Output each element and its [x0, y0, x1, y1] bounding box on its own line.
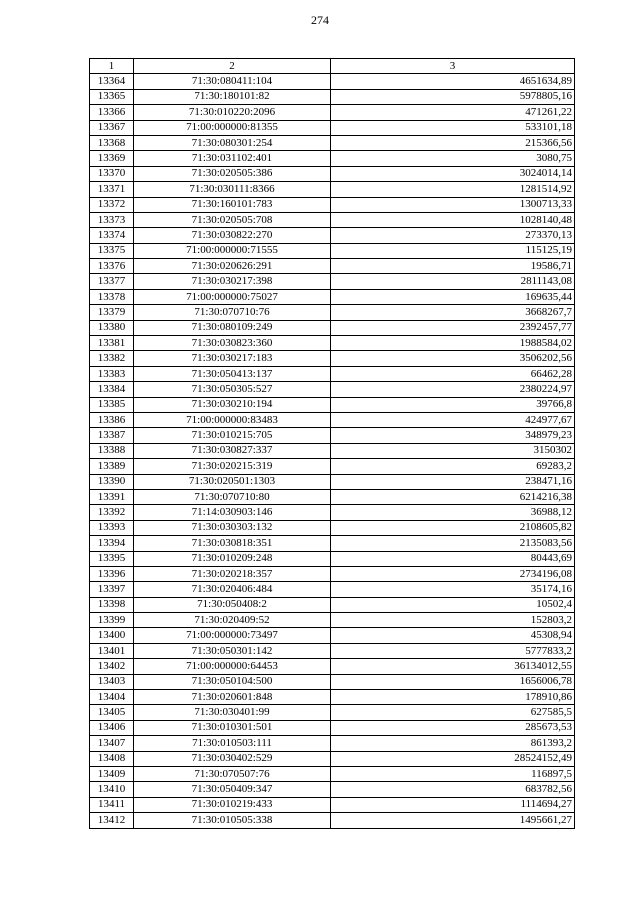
table-row [90, 690, 575, 705]
value-cell: 1300713,33 [331, 197, 575, 212]
table-row [90, 135, 575, 150]
table-row [90, 74, 575, 89]
table-row [90, 674, 575, 689]
value-cell: 178910,86 [331, 690, 575, 705]
value-cell: 2108605,82 [331, 520, 575, 535]
value-cell: 1028140,48 [331, 212, 575, 227]
cadastral-number-cell: 71:30:180101:82 [134, 89, 331, 104]
value-cell: 3150302 [331, 443, 575, 458]
value-cell: 1495661,27 [331, 813, 575, 828]
row-number-cell: 13400 [90, 628, 134, 643]
cadastral-number-cell: 71:30:020218:357 [134, 566, 331, 581]
row-number-cell: 13411 [90, 797, 134, 812]
cadastral-number-cell: 71:30:070507:76 [134, 766, 331, 781]
table-row [90, 336, 575, 351]
value-cell: 2811143,08 [331, 274, 575, 289]
value-cell: 533101,18 [331, 120, 575, 135]
cadastral-number-cell: 71:00:000000:64453 [134, 659, 331, 674]
cadastral-number-cell: 71:30:080301:254 [134, 135, 331, 150]
value-cell: 39766,8 [331, 397, 575, 412]
table-row [90, 105, 575, 120]
row-number-cell: 13397 [90, 582, 134, 597]
table-row [90, 151, 575, 166]
table-row [90, 736, 575, 751]
value-cell: 2380224,97 [331, 382, 575, 397]
value-cell: 3506202,56 [331, 351, 575, 366]
value-cell: 36988,12 [331, 505, 575, 520]
row-number-cell: 13371 [90, 182, 134, 197]
cadastral-number-cell: 71:30:020601:848 [134, 690, 331, 705]
value-cell: 116897,5 [331, 766, 575, 781]
table-row [90, 274, 575, 289]
value-cell: 115125,19 [331, 243, 575, 258]
table-row [90, 120, 575, 135]
value-cell: 5978805,16 [331, 89, 575, 104]
value-cell: 2135083,56 [331, 536, 575, 551]
row-number-cell: 13375 [90, 243, 134, 258]
row-number-cell: 13409 [90, 766, 134, 781]
cadastral-number-cell: 71:30:030217:183 [134, 351, 331, 366]
row-number-cell: 13365 [90, 89, 134, 104]
cadastral-number-cell: 71:00:000000:71555 [134, 243, 331, 258]
value-cell: 28524152,49 [331, 751, 575, 766]
cadastral-number-cell: 71:30:050305:527 [134, 382, 331, 397]
row-number-cell: 13404 [90, 690, 134, 705]
row-number-cell: 13399 [90, 613, 134, 628]
row-number-cell: 13390 [90, 474, 134, 489]
table-row [90, 443, 575, 458]
value-cell: 80443,69 [331, 551, 575, 566]
cadastral-number-cell: 71:30:020505:708 [134, 212, 331, 227]
cadastral-number-cell: 71:30:030111:8366 [134, 182, 331, 197]
cadastral-number-cell: 71:30:020501:1303 [134, 474, 331, 489]
value-cell: 627585,5 [331, 705, 575, 720]
table-row [90, 382, 575, 397]
cadastral-number-cell: 71:30:010219:433 [134, 797, 331, 812]
cadastral-number-cell: 71:30:030210:194 [134, 397, 331, 412]
row-number-cell: 13396 [90, 566, 134, 581]
table-row [90, 705, 575, 720]
table-row [90, 643, 575, 658]
cadastral-number-cell: 71:30:160101:783 [134, 197, 331, 212]
table-row [90, 766, 575, 781]
value-cell: 5777833,2 [331, 643, 575, 658]
row-number-cell: 13383 [90, 366, 134, 381]
value-cell: 169635,44 [331, 289, 575, 304]
table-row [90, 182, 575, 197]
row-number-cell: 13407 [90, 736, 134, 751]
row-number-cell: 13379 [90, 305, 134, 320]
cadastral-number-cell: 71:30:010220:2096 [134, 105, 331, 120]
table-header [90, 59, 575, 74]
row-number-cell: 13366 [90, 105, 134, 120]
table-body [90, 74, 575, 828]
value-cell: 45308,94 [331, 628, 575, 643]
value-cell: 1988584,02 [331, 336, 575, 351]
table-row [90, 412, 575, 427]
row-number-cell: 13406 [90, 720, 134, 735]
table-row [90, 428, 575, 443]
cadastral-number-cell: 71:30:010209:248 [134, 551, 331, 566]
table-row [90, 366, 575, 381]
table-row [90, 782, 575, 797]
value-cell: 285673,53 [331, 720, 575, 735]
table-row [90, 536, 575, 551]
row-number-cell: 13374 [90, 228, 134, 243]
cadastral-number-cell: 71:30:020409:52 [134, 613, 331, 628]
row-number-cell: 13403 [90, 674, 134, 689]
row-number-cell: 13364 [90, 74, 134, 89]
header-cell-1: 1 [90, 59, 134, 74]
value-cell: 471261,22 [331, 105, 575, 120]
value-cell: 3668267,7 [331, 305, 575, 320]
row-number-cell: 13368 [90, 135, 134, 150]
row-number-cell: 13367 [90, 120, 134, 135]
table-row [90, 166, 575, 181]
table-row [90, 197, 575, 212]
table-row [90, 89, 575, 104]
row-number-cell: 13392 [90, 505, 134, 520]
page-number: 274 [311, 13, 329, 27]
table-row [90, 259, 575, 274]
row-number-cell: 13378 [90, 289, 134, 304]
row-number-cell: 13381 [90, 336, 134, 351]
value-cell: 238471,16 [331, 474, 575, 489]
row-number-cell: 13401 [90, 643, 134, 658]
value-cell: 861393,2 [331, 736, 575, 751]
row-number-cell: 13394 [90, 536, 134, 551]
table-row [90, 228, 575, 243]
table-row [90, 505, 575, 520]
row-number-cell: 13385 [90, 397, 134, 412]
row-number-cell: 13373 [90, 212, 134, 227]
cadastral-number-cell: 71:30:030217:398 [134, 274, 331, 289]
row-number-cell: 13408 [90, 751, 134, 766]
table-row [90, 597, 575, 612]
table-row [90, 289, 575, 304]
row-number-cell: 13402 [90, 659, 134, 674]
cadastral-number-cell: 71:30:030823:360 [134, 336, 331, 351]
table-row [90, 751, 575, 766]
row-number-cell: 13384 [90, 382, 134, 397]
table-row [90, 243, 575, 258]
table-row [90, 613, 575, 628]
value-cell: 2734196,08 [331, 566, 575, 581]
cadastral-number-cell: 71:30:010505:338 [134, 813, 331, 828]
value-cell: 69283,2 [331, 459, 575, 474]
cadastral-number-cell: 71:30:030402:529 [134, 751, 331, 766]
cadastral-number-cell: 71:30:010503:111 [134, 736, 331, 751]
table-row [90, 813, 575, 828]
table-row [90, 351, 575, 366]
row-number-cell: 13386 [90, 412, 134, 427]
row-number-cell: 13372 [90, 197, 134, 212]
value-cell: 36134012,55 [331, 659, 575, 674]
cadastral-number-cell: 71:30:080109:249 [134, 320, 331, 335]
cadastral-number-cell: 71:30:030818:351 [134, 536, 331, 551]
cadastral-number-cell: 71:30:050408:2 [134, 597, 331, 612]
value-cell: 1656006,78 [331, 674, 575, 689]
row-number-cell: 13412 [90, 813, 134, 828]
value-cell: 215366,56 [331, 135, 575, 150]
table-row [90, 582, 575, 597]
register-table [89, 58, 575, 829]
row-number-cell: 13380 [90, 320, 134, 335]
table-row [90, 212, 575, 227]
value-cell: 3024014,14 [331, 166, 575, 181]
header-cell-3: 3 [331, 59, 575, 74]
value-cell: 348979,23 [331, 428, 575, 443]
table-row [90, 474, 575, 489]
table-row [90, 397, 575, 412]
cadastral-number-cell: 71:30:020406:484 [134, 582, 331, 597]
cadastral-number-cell: 71:30:070710:80 [134, 489, 331, 504]
value-cell: 2392457,77 [331, 320, 575, 335]
cadastral-number-cell: 71:30:070710:76 [134, 305, 331, 320]
row-number-cell: 13370 [90, 166, 134, 181]
cadastral-number-cell: 71:00:000000:81355 [134, 120, 331, 135]
row-number-cell: 13389 [90, 459, 134, 474]
cadastral-number-cell: 71:30:010215:705 [134, 428, 331, 443]
cadastral-number-cell: 71:30:030822:270 [134, 228, 331, 243]
row-number-cell: 13398 [90, 597, 134, 612]
cadastral-number-cell: 71:14:030903:146 [134, 505, 331, 520]
cadastral-number-cell: 71:30:050104:500 [134, 674, 331, 689]
cadastral-number-cell: 71:30:030827:337 [134, 443, 331, 458]
value-cell: 683782,56 [331, 782, 575, 797]
header-row [90, 59, 575, 74]
value-cell: 1114694,27 [331, 797, 575, 812]
table-row [90, 720, 575, 735]
cadastral-number-cell: 71:00:000000:75027 [134, 289, 331, 304]
cadastral-number-cell: 71:30:050301:142 [134, 643, 331, 658]
row-number-cell: 13369 [90, 151, 134, 166]
row-number-cell: 13405 [90, 705, 134, 720]
row-number-cell: 13377 [90, 274, 134, 289]
value-cell: 424977,67 [331, 412, 575, 427]
value-cell: 10502,4 [331, 597, 575, 612]
cadastral-number-cell: 71:30:031102:401 [134, 151, 331, 166]
header-cell-2: 2 [134, 59, 331, 74]
cadastral-number-cell: 71:30:030401:99 [134, 705, 331, 720]
value-cell: 4651634,89 [331, 74, 575, 89]
cadastral-number-cell: 71:30:020626:291 [134, 259, 331, 274]
row-number-cell: 13387 [90, 428, 134, 443]
cadastral-number-cell: 71:30:020215:319 [134, 459, 331, 474]
cadastral-number-cell: 71:30:050413:137 [134, 366, 331, 381]
table-row [90, 489, 575, 504]
row-number-cell: 13376 [90, 259, 134, 274]
cadastral-number-cell: 71:30:030303:132 [134, 520, 331, 535]
cadastral-number-cell: 71:30:080411:104 [134, 74, 331, 89]
table-row [90, 797, 575, 812]
cadastral-number-cell: 71:30:010301:501 [134, 720, 331, 735]
table-row [90, 551, 575, 566]
value-cell: 152803,2 [331, 613, 575, 628]
value-cell: 19586,71 [331, 259, 575, 274]
value-cell: 35174,16 [331, 582, 575, 597]
table-row [90, 628, 575, 643]
cadastral-number-cell: 71:00:000000:73497 [134, 628, 331, 643]
row-number-cell: 13393 [90, 520, 134, 535]
row-number-cell: 13391 [90, 489, 134, 504]
row-number-cell: 13388 [90, 443, 134, 458]
row-number-cell: 13395 [90, 551, 134, 566]
value-cell: 3080,75 [331, 151, 575, 166]
table-row [90, 320, 575, 335]
cadastral-number-cell: 71:30:050409:347 [134, 782, 331, 797]
table-row [90, 566, 575, 581]
row-number-cell: 13410 [90, 782, 134, 797]
table-row [90, 659, 575, 674]
table-row [90, 305, 575, 320]
value-cell: 273370,13 [331, 228, 575, 243]
value-cell: 66462,28 [331, 366, 575, 381]
table-row [90, 520, 575, 535]
value-cell: 1281514,92 [331, 182, 575, 197]
cadastral-number-cell: 71:30:020505:386 [134, 166, 331, 181]
row-number-cell: 13382 [90, 351, 134, 366]
table-row [90, 459, 575, 474]
value-cell: 6214216,38 [331, 489, 575, 504]
cadastral-number-cell: 71:00:000000:83483 [134, 412, 331, 427]
